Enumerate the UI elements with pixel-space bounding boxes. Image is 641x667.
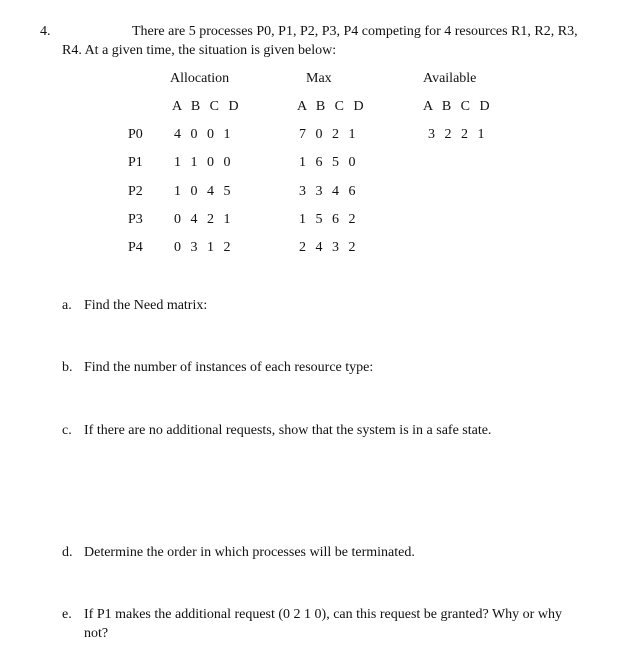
subquestion-b bbox=[62, 360, 373, 376]
subquestion-text: Determine the order in which processes will be terminated. bbox=[84, 545, 415, 560]
allocation-cell: 4 0 0 1 bbox=[174, 127, 234, 142]
subquestion-text: Find the number of instances of each resource type: bbox=[84, 360, 374, 375]
subquestion-label: b. bbox=[62, 360, 73, 375]
subquestion-label: e. bbox=[62, 607, 72, 622]
max-cell: 2 4 3 2 bbox=[299, 240, 359, 255]
subquestion-label: d. bbox=[62, 545, 73, 560]
allocation-resource-labels: A B C D bbox=[172, 99, 242, 114]
max-resource-labels: A B C D bbox=[297, 99, 367, 114]
subquestion-text: If there are no additional requests, show that the system is in a safe state. bbox=[84, 423, 492, 438]
allocation-cell: 0 3 1 2 bbox=[174, 240, 234, 255]
max-header: Max bbox=[306, 71, 332, 86]
subquestion-d bbox=[62, 545, 415, 561]
allocation-cell: 0 4 2 1 bbox=[174, 212, 234, 227]
process-label: P2 bbox=[128, 184, 143, 199]
max-cell: 7 0 2 1 bbox=[299, 127, 359, 142]
max-cell: 1 5 6 2 bbox=[299, 212, 359, 227]
subquestion-text: Find the Need matrix: bbox=[84, 298, 208, 313]
max-cell: 3 3 4 6 bbox=[299, 184, 359, 199]
available-cell: 3 2 2 1 bbox=[428, 127, 488, 142]
allocation-header: Allocation bbox=[170, 71, 230, 86]
process-label: P4 bbox=[128, 240, 143, 255]
question-intro-line-1: There are 5 processes P0, P1, P2, P3, P4 competing for 4 resources R1, R2, R3, bbox=[132, 24, 578, 39]
subquestion-text: If P1 makes the additional request (0 2 1 0), can this request be granted? Why or why bbox=[84, 607, 562, 622]
subquestion-a bbox=[62, 298, 207, 314]
allocation-cell: 1 0 4 5 bbox=[174, 184, 234, 199]
subquestion-c bbox=[62, 423, 491, 439]
available-resource-labels: A B C D bbox=[423, 99, 493, 114]
process-label: P1 bbox=[128, 155, 143, 170]
question-number: 4. bbox=[40, 24, 51, 39]
subquestion-label: c. bbox=[62, 423, 72, 438]
process-label: P3 bbox=[128, 212, 143, 227]
available-header: Available bbox=[423, 71, 477, 86]
subquestion-label: a. bbox=[62, 298, 72, 313]
question-intro-line-2: R4. At a given time, the situation is given below: bbox=[62, 43, 337, 58]
process-label: P0 bbox=[128, 127, 143, 142]
max-cell: 1 6 5 0 bbox=[299, 155, 359, 170]
subquestion-e-continuation: not? bbox=[84, 626, 109, 641]
subquestion-e bbox=[62, 607, 562, 623]
allocation-cell: 1 1 0 0 bbox=[174, 155, 234, 170]
